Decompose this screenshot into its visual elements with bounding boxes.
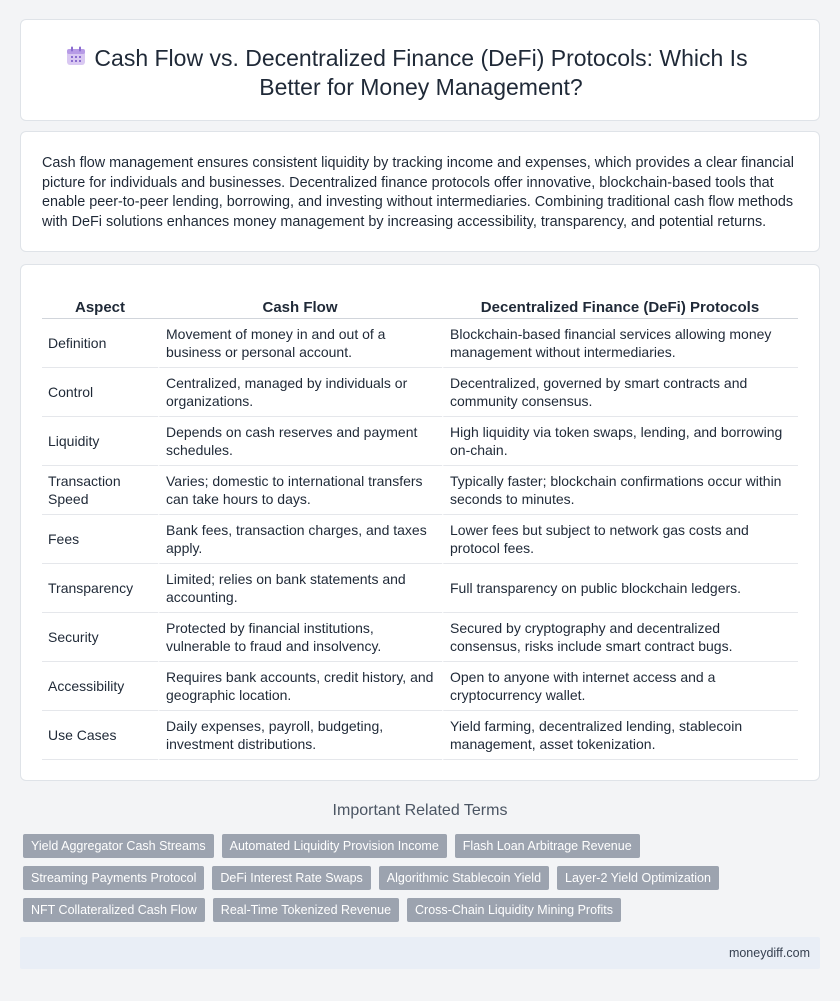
table-header-row bbox=[42, 294, 798, 319]
aspect-cell: Security bbox=[42, 613, 158, 662]
aspect-cell: Fees bbox=[42, 515, 158, 564]
table-row bbox=[42, 515, 798, 564]
table-row bbox=[42, 417, 798, 466]
table-row bbox=[42, 466, 798, 515]
column-header-defi: Decentralized Finance (DeFi) Protocols bbox=[442, 294, 798, 319]
aspect-cell: Definition bbox=[42, 319, 158, 368]
defi-cell: Full transparency on public blockchain ledgers. bbox=[442, 564, 798, 613]
column-header-cash-flow: Cash Flow bbox=[158, 294, 442, 319]
aspect-cell: Control bbox=[42, 368, 158, 417]
aspect-cell: Use Cases bbox=[42, 711, 158, 760]
cash-flow-cell: Centralized, managed by individuals or organizations. bbox=[158, 368, 442, 417]
comparison-table bbox=[42, 294, 798, 760]
related-term-tag[interactable]: Streaming Payments Protocol bbox=[23, 866, 204, 890]
defi-cell: Secured by cryptography and decentralized consensus, risks include smart contract bugs. bbox=[442, 613, 798, 662]
defi-cell: Blockchain-based financial services allowing money management without intermediaries. bbox=[442, 319, 798, 368]
defi-cell: High liquidity via token swaps, lending, and borrowing on-chain. bbox=[442, 417, 798, 466]
table-row bbox=[42, 711, 798, 760]
table-row bbox=[42, 613, 798, 662]
intro-card bbox=[20, 131, 820, 252]
column-header-aspect: Aspect bbox=[42, 294, 158, 319]
related-terms-heading: Important Related Terms bbox=[332, 802, 508, 819]
aspect-cell: Transparency bbox=[42, 564, 158, 613]
footer-bar bbox=[20, 937, 820, 969]
related-term-tag[interactable]: DeFi Interest Rate Swaps bbox=[212, 866, 370, 890]
cash-flow-cell: Daily expenses, payroll, budgeting, investment distributions. bbox=[158, 711, 442, 760]
cash-flow-cell: Bank fees, transaction charges, and taxes apply. bbox=[158, 515, 442, 564]
comparison-card bbox=[20, 264, 820, 781]
related-term-tag[interactable]: Automated Liquidity Provision Income bbox=[222, 834, 447, 858]
aspect-cell: Liquidity bbox=[42, 417, 158, 466]
table-row bbox=[42, 368, 798, 417]
page-title: Cash Flow vs. Decentralized Finance (DeFi) Protocols: Which Is Better for Money Management? bbox=[94, 45, 748, 100]
defi-cell: Lower fees but subject to network gas costs and protocol fees. bbox=[442, 515, 798, 564]
cash-flow-cell: Limited; relies on bank statements and accounting. bbox=[158, 564, 442, 613]
table-row bbox=[42, 319, 798, 368]
related-term-tag[interactable]: Layer-2 Yield Optimization bbox=[557, 866, 719, 890]
defi-cell: Yield farming, decentralized lending, stablecoin management, asset tokenization. bbox=[442, 711, 798, 760]
related-term-tag[interactable]: Yield Aggregator Cash Streams bbox=[23, 834, 214, 858]
related-term-tag[interactable]: NFT Collateralized Cash Flow bbox=[23, 898, 205, 922]
cash-flow-cell: Depends on cash reserves and payment schedules. bbox=[158, 417, 442, 466]
cash-flow-cell: Movement of money in and out of a business or personal account. bbox=[158, 319, 442, 368]
header-card bbox=[20, 19, 820, 121]
related-term-tag[interactable]: Flash Loan Arbitrage Revenue bbox=[455, 834, 640, 858]
aspect-cell: Transaction Speed bbox=[42, 466, 158, 515]
table-row bbox=[42, 564, 798, 613]
related-terms-list bbox=[23, 834, 813, 922]
related-term-tag[interactable]: Algorithmic Stablecoin Yield bbox=[379, 866, 549, 890]
defi-cell: Typically faster; blockchain confirmations occur within seconds to minutes. bbox=[442, 466, 798, 515]
table-row bbox=[42, 662, 798, 711]
defi-cell: Open to anyone with internet access and a cryptocurrency wallet. bbox=[442, 662, 798, 711]
cash-flow-cell: Protected by financial institutions, vulnerable to fraud and insolvency. bbox=[158, 613, 442, 662]
intro-paragraph: Cash flow management ensures consistent liquidity by tracking income and expenses, which provides a clear financial picture for individuals and businesses. Decentralized finance protocols offer innovative, blockchain-based tools that enable peer-to-peer lending, borrowing, and investing without intermediaries. Combining traditional cash flow methods with DeFi solutions enhances money management by increasing accessibility, transparency, and potential returns. bbox=[42, 155, 794, 230]
footer-site-link[interactable]: moneydiff.com bbox=[728, 946, 810, 960]
cash-flow-cell: Requires bank accounts, credit history, and geographic location. bbox=[158, 662, 442, 711]
related-term-tag[interactable]: Cross-Chain Liquidity Mining Profits bbox=[407, 898, 621, 922]
aspect-cell: Accessibility bbox=[42, 662, 158, 711]
related-term-tag[interactable]: Real-Time Tokenized Revenue bbox=[213, 898, 399, 922]
defi-cell: Decentralized, governed by smart contracts and community consensus. bbox=[442, 368, 798, 417]
cash-flow-cell: Varies; domestic to international transfers can take hours to days. bbox=[158, 466, 442, 515]
